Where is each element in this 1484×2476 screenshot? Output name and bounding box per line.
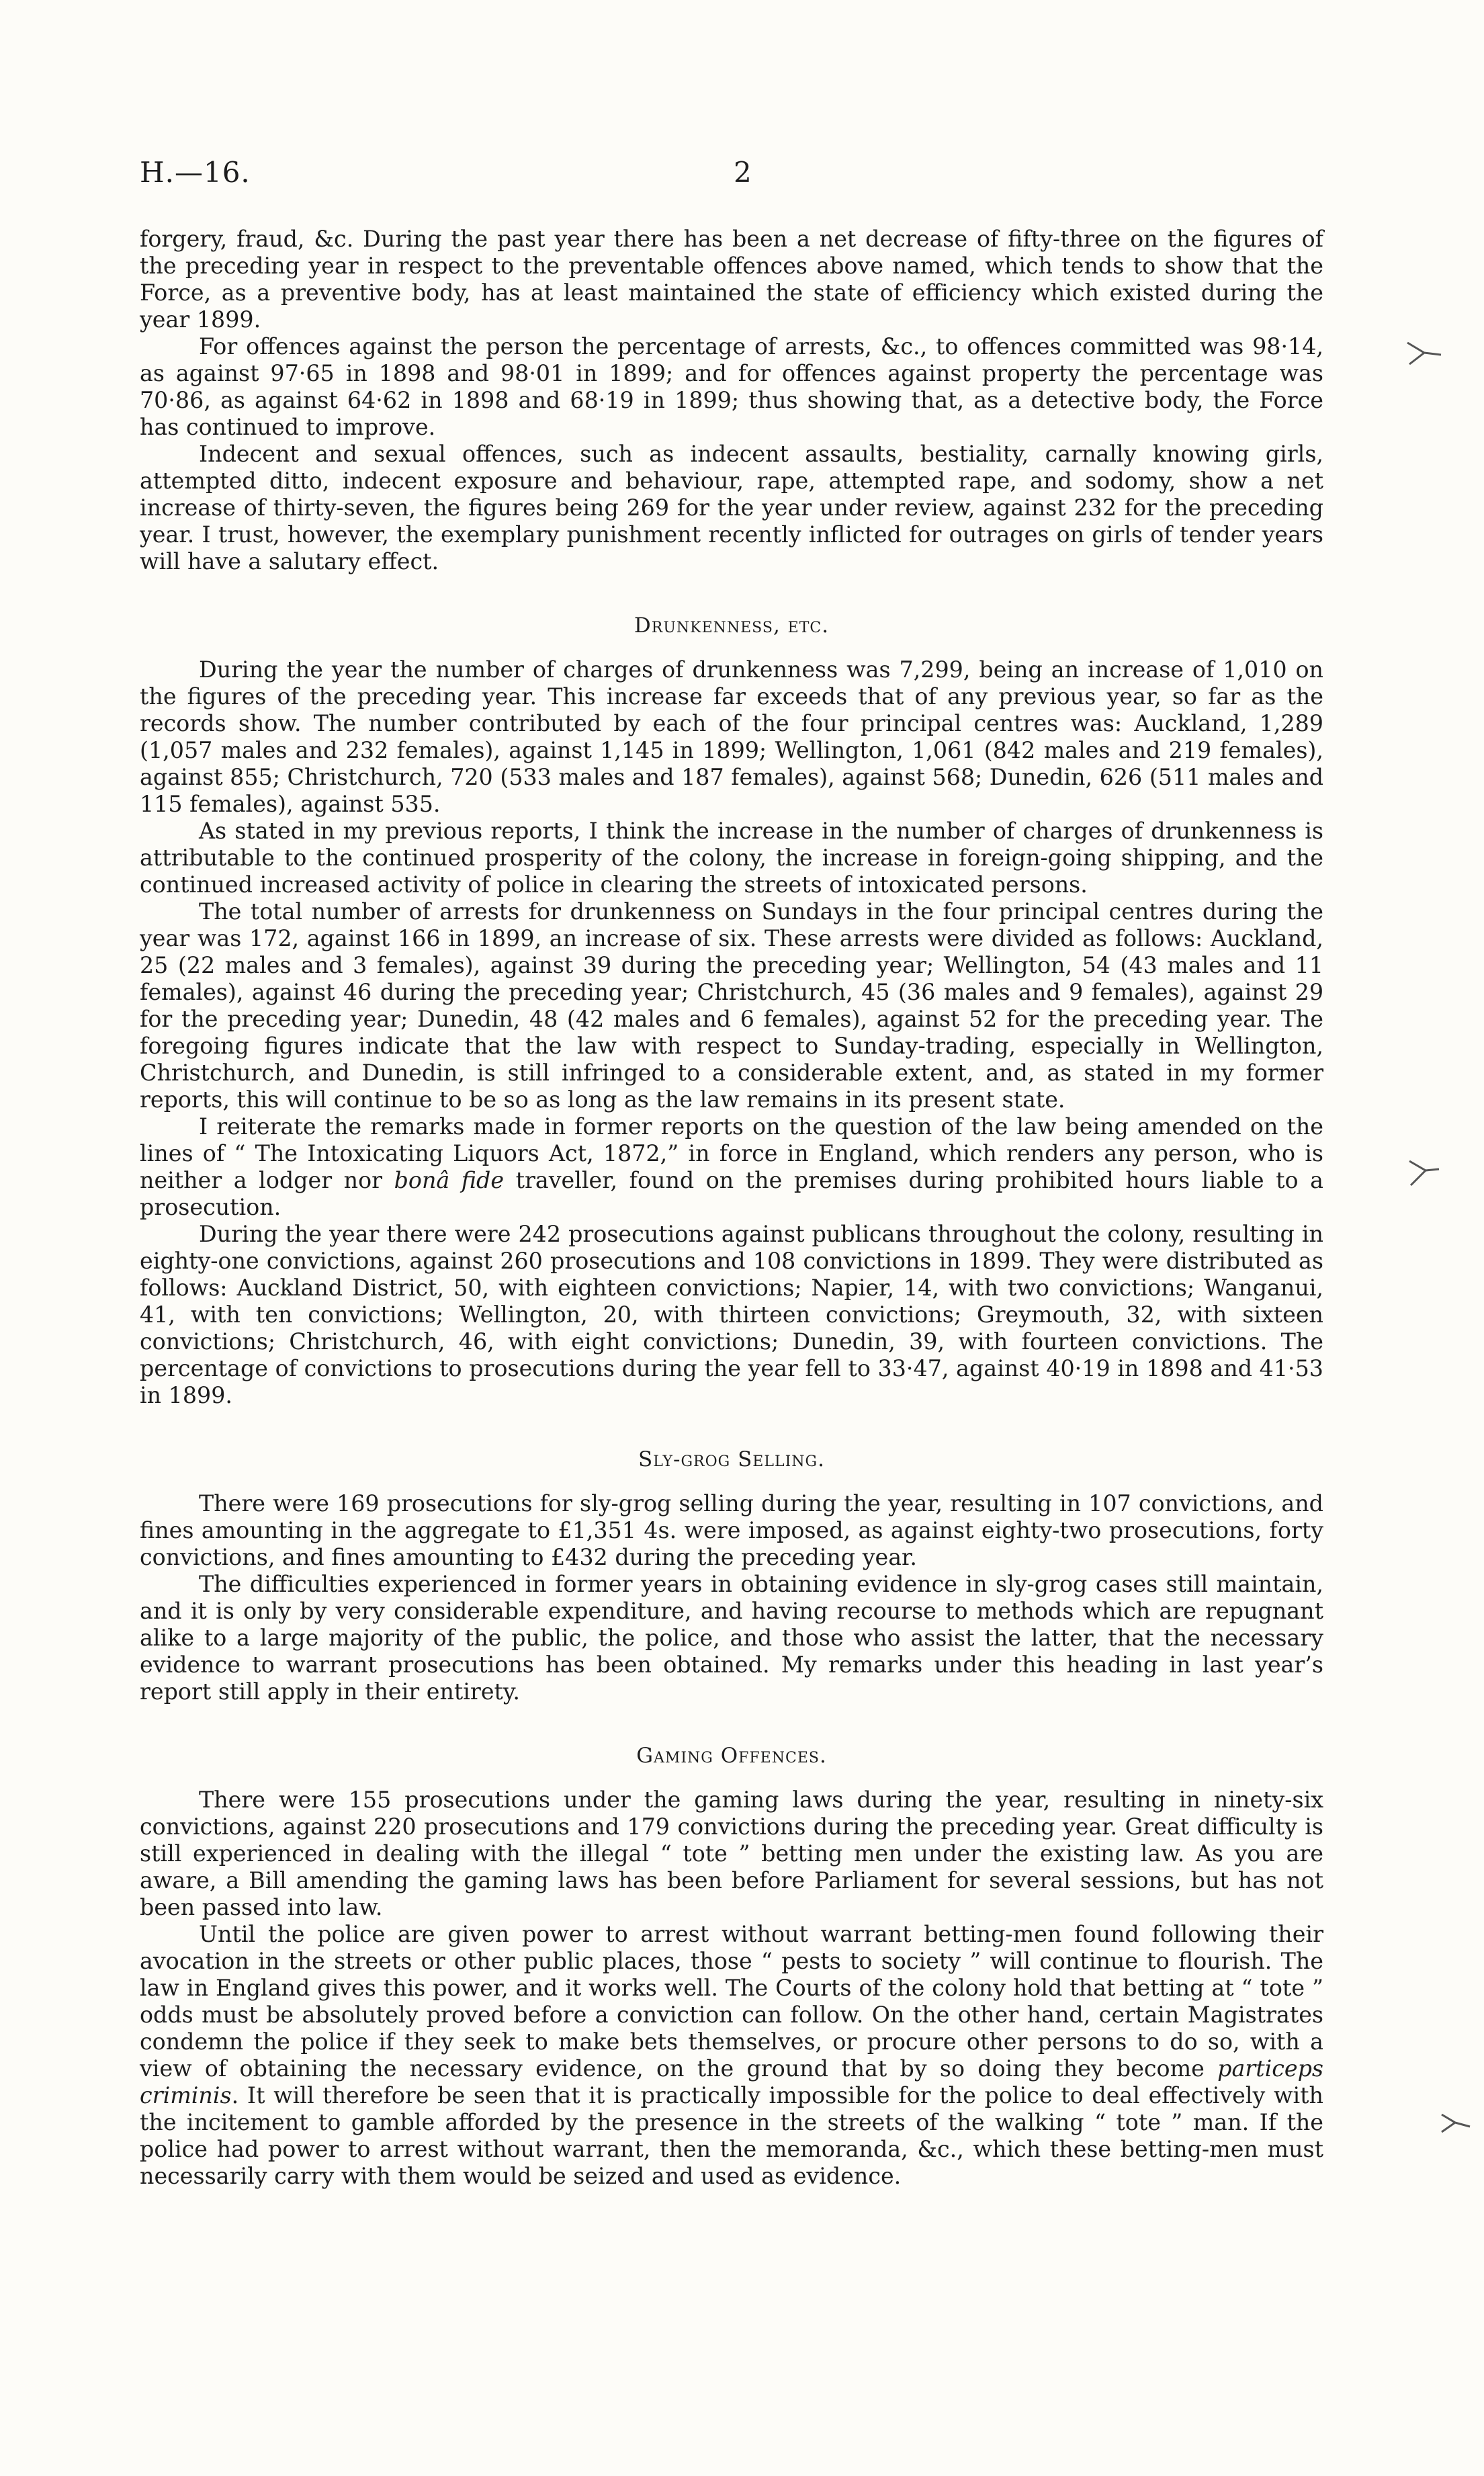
text-run: traveller, found on the premises during prohibited hours liable to a prosecution. [140, 1167, 1323, 1220]
paragraph [140, 1921, 1323, 2190]
section-heading-sly-grog: Sly-grog Selling. [638, 1447, 825, 1471]
paragraph: The difficulties experienced in former years in obtaining evidence in sly-grog cases still maintain, and it is only by very considerable expenditure, and having recourse to methods which are repugnant alike to a large majority of the public, the police, and those who assist the latter, that the necessary evidence to warrant prosecutions has been obtained. My remarks under this heading in last year’s report still apply in their entirety. [140, 1571, 1323, 1705]
paragraph: During the year the number of charges of drunkenness was 7,299, being an increase of 1,010 on the figures of the preceding year. This increase far exceeds that of any previous year, so far as the records show. The number contributed by each of the four principal centres was: Auckland, 1,289 (1,057 males and 232 females), against 1,145 in 1899; Wellington, 1,061 (842 males and 219 females), against 855; Christchurch, 720 (533 males and 187 females), against 568; Dunedin, 626 (511 males and 115 females), against 535. [140, 656, 1324, 817]
paragraph: The total number of arrests for drunkenness on Sundays in the four principal centres during the year was 172, against 166 in 1899, an increase of six. These arrests were divided as follows: Auckland, 25 (22 males and 3 females), against 39 during the preceding year; Wellington, 54 (43 males and 11 females), against 46 during the preceding year; Christchurch, 45 (36 males and 9 females), against 29 for the preceding year; Dunedin, 48 (42 males and 6 females), against 52 for the preceding year. The foregoing figures indicate that the law with respect to Sunday-trading, especially in Wellington, Christchurch, and Dunedin, is still infringed to a considerable extent, and, as stated in my former reports, this will continue to be so as long as the law remains in its present state. [140, 898, 1323, 1113]
paragraph: As stated in my previous reports, I think the increase in the number of charges of drunkenness is attributable to the continued prosperity of the colony, the increase in foreign-going shipping, and the continued increased activity of police in clearing the streets of intoxicated persons. [140, 818, 1323, 898]
report-body [140, 226, 1323, 2190]
paragraph: During the year there were 242 prosecutions against publicans throughout the colony, resulting in eighty-one convictions, against 260 prosecutions and 108 convictions in 1899. They were distributed as follows: Auckland District, 50, with eighteen convictions; Napier, 14, with two convictions; Wanganui, 41, with ten convictions; Wellington, 20, with thirteen convictions; Greymouth, 32, with sixteen convictions; Christchurch, 46, with eight convictions; Dunedin, 39, with fourteen convictions. The percentage of convictions to prosecutions during the year fell to 33·47, against 40·19 in 1898 and 41·53 in 1899. [140, 1221, 1323, 1408]
margin-mark-icon [1404, 336, 1444, 370]
text-run: I reiterate the remarks made in former reports on the question of the law being amended on the lines of “ The Intoxicating Liquors Act, 1872,” in force in England, which renders any person, who is neither a lodger nor [140, 1113, 1323, 1193]
italic-term: particeps criminis [140, 2055, 1323, 2108]
text-run: Until the police are given power to arrest without warrant betting-men found following their avocation in the streets or other public places, those “ pests to society ” will continue to flourish. The law in England gives this power, and it works well. The Courts of the colony hold that betting at “ tote ” odds must be absolutely proved before a conviction can follow. On the other hand, certain Magistrates condemn the police if they seek to make bets themselves, or procure other persons to do so, with a view of obtaining the necessary evidence, on the ground that by so doing they become [140, 1921, 1323, 2082]
italic-term: bonâ fide [394, 1167, 505, 1193]
section-heading-drunkenness: Drunkenness, etc. [634, 613, 830, 638]
page-number: 2 [734, 156, 752, 189]
margin-mark-icon [1438, 2106, 1478, 2140]
text-run: . It will therefore be seen that it is practically impossible for the police to deal effectively with the incitement to gamble afforded by the presence in the streets of the walking “ tote ” man. If the police had power to arrest without warrant, then the memoranda, &c., which these betting-men must necessarily carry with them would be seized and used as evidence. [140, 2082, 1323, 2189]
paragraph: There were 169 prosecutions for sly-grog selling during the year, resulting in 107 convictions, and fines amounting in the aggregate to £1,351 4s. were imposed, as against eighty-two prosecutions, forty convictions, and fines amounting to £432 during the preceding year. [140, 1490, 1323, 1570]
paragraph [140, 1113, 1323, 1221]
paragraph: For offences against the person the percentage of arrests, &c., to offences committed was 98·14, as against 97·65 in 1898 and 98·01 in 1899; and for offences against property the percentage was 70·86, as against 64·62 in 1898 and 68·19 in 1899; thus showing that, as a detective body, the Force has continued to improve. [140, 333, 1323, 440]
margin-mark-icon [1404, 1156, 1444, 1189]
section-heading-gaming: Gaming Offences. [636, 1744, 827, 1768]
paragraph: forgery, fraud, &c. During the past year there has been a net decrease of fifty-three on the figures of the preceding year in respect to the preventable offences above named, which tends to show that the Force, as a preventive body, has at least maintained the state of efficiency which existed during the year 1899. [140, 226, 1323, 333]
paragraph: There were 155 prosecutions under the gaming laws during the year, resulting in ninety-six convictions, against 220 prosecutions and 179 convictions during the preceding year. Great difficulty is still experienced in dealing with the illegal “ tote ” betting men under the existing law. As you are aware, a Bill amending the gaming laws has been before Parliament for several sessions, but has not been passed into law. [140, 1787, 1323, 1920]
header-reference: H.—16. [140, 156, 251, 189]
paragraph: Indecent and sexual offences, such as indecent assaults, bestiality, carnally knowing girls, attempted ditto, indecent exposure and behaviour, rape, attempted rape, and sodomy, show a net increase of thirty-seven, the figures being 269 for the year under review, against 232 for the preceding year. I trust, however, the exemplary punishment recently inflicted for outrages on girls of tender years will have a salutary effect. [140, 441, 1323, 574]
